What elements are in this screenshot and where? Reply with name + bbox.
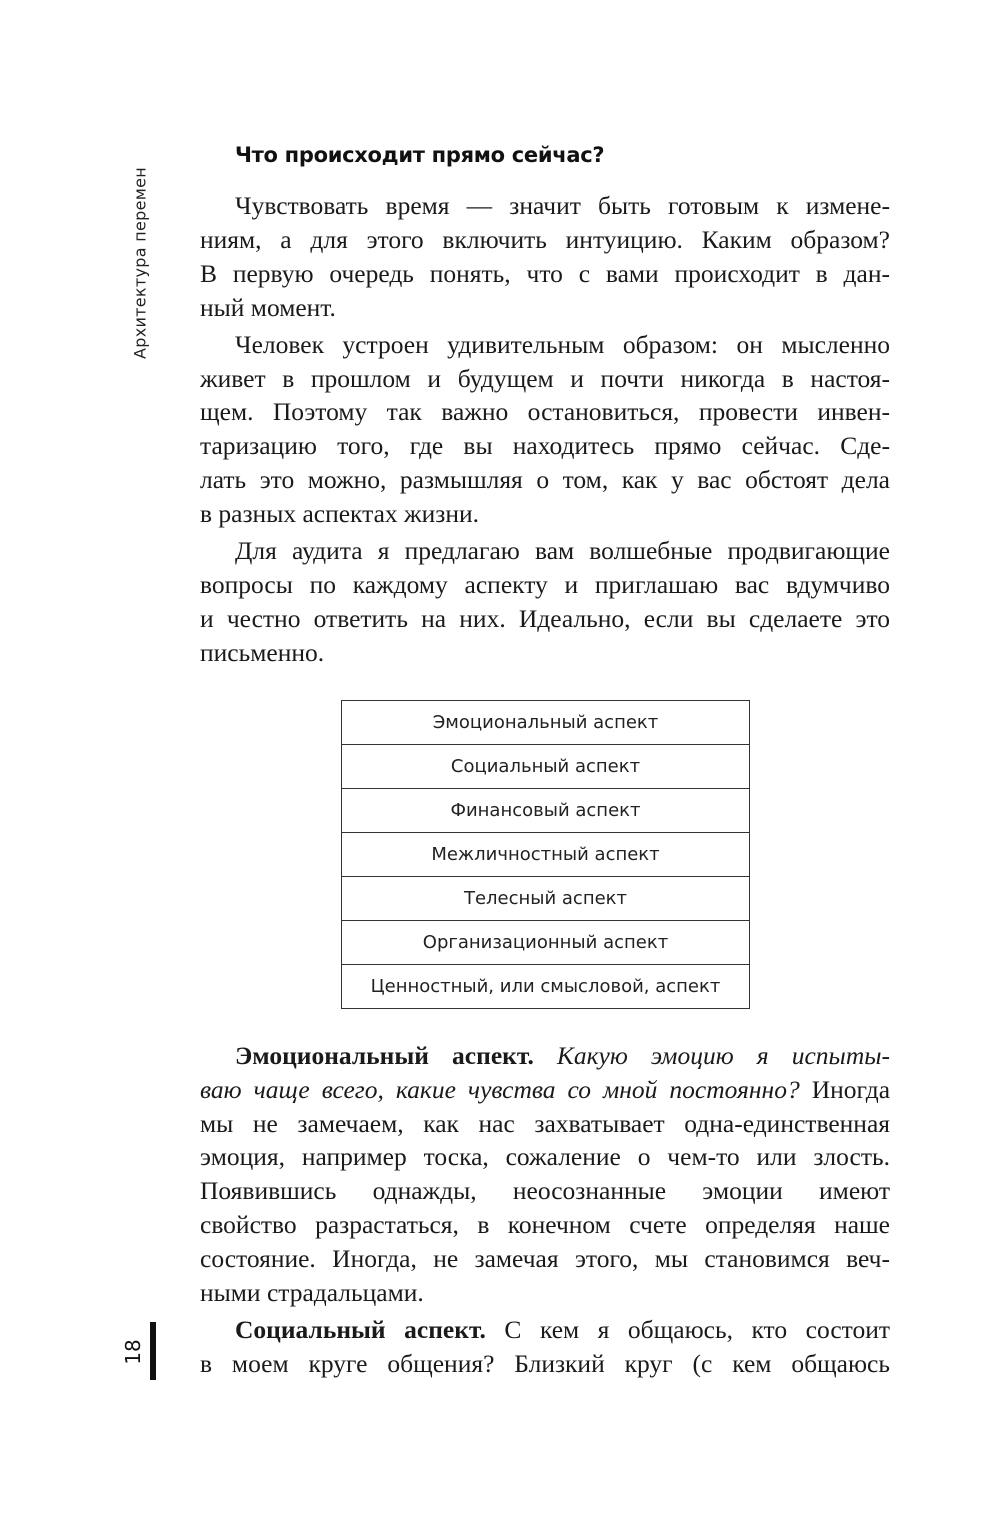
text-line: Появившись однажды, неосознанные эмоции имеют (200, 1176, 890, 1206)
table-row (342, 920, 750, 964)
paragraph-intro-2 (200, 328, 890, 531)
text-line (200, 1039, 890, 1073)
table-row (342, 832, 750, 876)
lead-term: Социальный аспект. (235, 1314, 486, 1344)
text-line: Чувствовать время — значит быть готовым к измене- (235, 191, 890, 220)
body-text: С кем я общаюсь, кто состоит (504, 1314, 890, 1344)
text-line: Человек устроен удивительным образом: он мысленно (235, 329, 890, 359)
text-line: ниям, а для этого включить интуицию. Каким образом? (200, 224, 890, 254)
aspect-cell: Телесный аспект (342, 876, 750, 920)
lead-term: Эмоциональный аспект. (235, 1040, 534, 1070)
text-line: таризацию того, где вы находитесь прямо сейчас. Сде- (200, 431, 890, 461)
page-content (200, 138, 890, 1384)
text-line: письменно. (200, 637, 325, 667)
question-text: Какую эмоцию я испыты- (556, 1040, 890, 1070)
folio-bar (150, 1322, 156, 1380)
table-row (342, 744, 750, 788)
text-line: свойство разрастаться, в конечном счете определяя наше (200, 1210, 890, 1240)
text-line: в моем круге общения? Близкий круг (с кем общаюсь (200, 1348, 890, 1378)
body-text: Иногда (811, 1074, 891, 1104)
text-line (200, 1313, 890, 1347)
paragraph-social-aspect (200, 1313, 890, 1381)
paragraph-intro-1 (200, 189, 890, 325)
page-number: 18 (121, 1339, 145, 1365)
running-head (128, 155, 152, 370)
aspect-cell: Эмоциональный аспект (342, 700, 750, 744)
text-line: ный момент. (200, 292, 336, 322)
text-line: щем. Поэтому так важно остановиться, провести инвен- (200, 397, 890, 427)
page-folio (118, 1322, 168, 1382)
text-line: эмоция, например тоска, сожаление о чем-то или злость. (200, 1142, 890, 1172)
text-line: мы не замечаем, как нас захватывает одна-единственная (200, 1108, 890, 1138)
text-line: лать это можно, размышляя о том, как у вас обстоят дела (200, 465, 890, 495)
table-row (342, 788, 750, 832)
text-line (200, 1073, 890, 1107)
question-text: ваю чаще всего, какие чувства со мной постоянно? (200, 1074, 800, 1104)
aspect-cell: Социальный аспект (342, 744, 750, 788)
table-row (342, 876, 750, 920)
text-line: живет в прошлом и будущем и почти никогда в настоя- (200, 363, 890, 393)
aspect-cell: Финансовый аспект (342, 788, 750, 832)
aspect-cell: Ценностный, или смысловой, аспект (342, 964, 750, 1008)
aspects-table (341, 700, 750, 1009)
text-line: и честно ответить на них. Идеально, если вы сделаете это (200, 603, 890, 633)
text-line: ными страдальцами. (200, 1278, 424, 1308)
table-row (342, 700, 750, 744)
paragraph-intro-3 (200, 534, 890, 670)
paragraph-emotional-aspect (200, 1039, 890, 1310)
text-line: Для аудита я предлагаю вам волшебные продвигающие (235, 536, 890, 566)
aspect-cell: Организационный аспект (342, 920, 750, 964)
text-line: В первую очередь понять, что с вами происходит в дан- (200, 258, 890, 288)
running-head-text: Архитектура перемен (130, 166, 150, 359)
text-line: вопросы по каждому аспекту и приглашаю вас вдумчиво (200, 569, 890, 599)
table-row (342, 964, 750, 1008)
text-line: в разных аспектах жизни. (200, 499, 480, 529)
text-line: состояние. Иногда, не замечая этого, мы становимся веч- (200, 1244, 890, 1274)
aspect-cell: Межличностный аспект (342, 832, 750, 876)
section-heading: Что происходит прямо сейчас? (235, 143, 605, 167)
